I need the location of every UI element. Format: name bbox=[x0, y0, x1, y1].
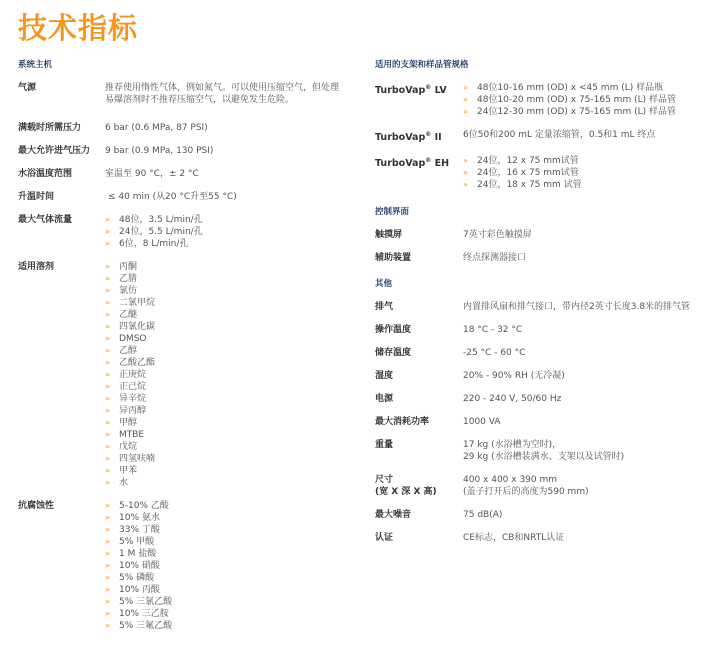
spec-row-max-power bbox=[375, 416, 705, 428]
chevron-right-icon: » bbox=[105, 274, 110, 283]
list-item: » 1 M 盐酸 bbox=[105, 549, 157, 559]
chevron-right-icon: » bbox=[105, 394, 110, 403]
list-item: » 甲醇 bbox=[105, 418, 138, 428]
chevron-right-icon: » bbox=[105, 609, 110, 618]
spec-bullet-list bbox=[105, 500, 172, 632]
spec-row-corrosion-resistance bbox=[18, 500, 358, 632]
spec-row-certification bbox=[375, 532, 705, 544]
chevron-right-icon: » bbox=[105, 239, 110, 248]
spec-value: 18 °C - 32 °C bbox=[463, 325, 523, 336]
list-item: » 24位，12 x 75 mm试管 bbox=[463, 156, 579, 167]
list-item: » 异丙醇 bbox=[105, 406, 147, 416]
registered-mark: ® bbox=[425, 157, 432, 165]
spec-value: -25 °C - 60 °C bbox=[463, 348, 526, 359]
list-item: » 5% 磷酸 bbox=[105, 573, 155, 583]
chevron-right-icon: » bbox=[105, 561, 110, 570]
spec-value-line: 易爆溶剂时不推荐压缩空气，以避免发生危险。 bbox=[105, 95, 295, 105]
list-item: » 24位12-30 mm (OD) x 75-165 mm (L) 样品管 bbox=[463, 107, 676, 117]
chevron-right-icon: » bbox=[105, 549, 110, 558]
spec-row-turbovap-ii bbox=[375, 129, 705, 144]
chevron-right-icon: » bbox=[105, 322, 110, 331]
spec-value: 220 - 240 V, 50/60 Hz bbox=[463, 394, 562, 405]
chevron-right-icon: » bbox=[105, 501, 110, 510]
list-item: » 5-10% 乙酸 bbox=[105, 501, 169, 511]
right-column bbox=[375, 60, 705, 544]
spec-value: 6 bar (0.6 MPa, 87 PSI) bbox=[105, 123, 208, 133]
spec-bullet-list bbox=[463, 82, 676, 118]
spec-label: 满载时所需压力 bbox=[18, 123, 82, 133]
section-title-other: 其他 bbox=[375, 279, 393, 290]
list-item: » 乙酸乙酯 bbox=[105, 358, 156, 368]
chevron-right-icon: » bbox=[105, 513, 110, 522]
list-item: » 5% 三氯乙酸 bbox=[105, 597, 173, 607]
spec-label: 最大噪音 bbox=[375, 510, 412, 521]
list-item: » 5% 三氟乙酸 bbox=[105, 621, 173, 631]
chevron-right-icon: » bbox=[463, 168, 468, 178]
list-item: » 10% 硝酸 bbox=[105, 561, 160, 571]
list-item: » 四氯化碳 bbox=[105, 322, 156, 332]
chevron-right-icon: » bbox=[105, 346, 110, 355]
spec-label: 抗腐蚀性 bbox=[18, 501, 55, 511]
spec-label: TurboVap® LV bbox=[375, 84, 447, 97]
chevron-right-icon: » bbox=[105, 418, 110, 427]
chevron-right-icon: » bbox=[463, 180, 468, 190]
spec-row-gas-source bbox=[18, 82, 358, 106]
spec-value: 1000 VA bbox=[463, 417, 501, 428]
spec-label: 升温时间 bbox=[18, 192, 55, 202]
spec-label-line: 尺寸 bbox=[375, 475, 394, 486]
chevron-right-icon: » bbox=[105, 597, 110, 606]
chevron-right-icon: » bbox=[105, 454, 110, 463]
chevron-right-icon: » bbox=[105, 215, 110, 224]
chevron-right-icon: » bbox=[105, 406, 110, 415]
list-item: » 10% 氨水 bbox=[105, 513, 160, 523]
spec-value-line: (盖子打开后的高度为590 mm) bbox=[463, 487, 589, 498]
chevron-right-icon: » bbox=[105, 310, 110, 319]
spec-row-operating-temp bbox=[375, 324, 705, 336]
spec-value: 20% - 90% RH (无冷凝) bbox=[463, 371, 565, 382]
list-item: » 二氯甲烷 bbox=[105, 298, 156, 308]
chevron-right-icon: » bbox=[463, 107, 468, 116]
spec-row-bath-temp bbox=[18, 168, 358, 180]
spec-label: 排气 bbox=[375, 302, 394, 313]
spec-value bbox=[105, 82, 339, 106]
chevron-right-icon: » bbox=[105, 227, 110, 236]
spec-value: 7英寸彩色触摸屏 bbox=[463, 230, 532, 241]
list-item: » 乙醚 bbox=[105, 310, 138, 320]
spec-label: 电源 bbox=[375, 394, 394, 405]
list-item: » 四氢呋喃 bbox=[105, 454, 156, 464]
list-item: » 正庚烷 bbox=[105, 370, 147, 380]
chevron-right-icon: » bbox=[105, 585, 110, 594]
list-item: » 水 bbox=[105, 478, 129, 488]
section-title-system-host: 系统主机 bbox=[18, 60, 53, 70]
chevron-right-icon: » bbox=[105, 537, 110, 546]
list-item: » DMSO bbox=[105, 334, 147, 344]
chevron-right-icon: » bbox=[463, 156, 468, 166]
spec-row-power bbox=[375, 393, 705, 405]
spec-label: 重量 bbox=[375, 440, 394, 451]
spec-bullet-list bbox=[463, 155, 582, 191]
list-item: » 48位，3.5 L/min/孔 bbox=[105, 215, 203, 225]
spec-label: 操作温度 bbox=[375, 325, 412, 336]
list-item: » 6位，8 L/min/孔 bbox=[105, 239, 189, 249]
spec-row-aux bbox=[375, 252, 705, 264]
spec-label: 水浴温度范围 bbox=[18, 169, 73, 179]
registered-mark: ® bbox=[425, 84, 432, 91]
spec-row-max-noise bbox=[375, 509, 705, 521]
chevron-right-icon: » bbox=[105, 358, 110, 367]
spec-value: 75 dB(A) bbox=[463, 510, 503, 521]
list-item: » 氯仿 bbox=[105, 286, 138, 296]
chevron-right-icon: » bbox=[105, 621, 110, 630]
spec-row-max-inlet-pressure bbox=[18, 145, 358, 157]
spec-label: 气源 bbox=[18, 83, 37, 93]
spec-row-touchscreen bbox=[375, 229, 705, 241]
list-item: » 丙酮 bbox=[105, 262, 138, 272]
spec-row-turbovap-eh bbox=[375, 155, 705, 191]
spec-row-turbovap-lv bbox=[375, 82, 705, 118]
spec-value-line: 400 x 400 x 390 mm bbox=[463, 475, 558, 486]
spec-label-line: (宽 X 深 X 高) bbox=[375, 487, 437, 498]
spec-label: 储存温度 bbox=[375, 348, 412, 359]
section-title-control: 控制界面 bbox=[375, 207, 410, 218]
spec-value-line: 17 kg (水浴槽为空时)， bbox=[463, 440, 562, 451]
chevron-right-icon: » bbox=[105, 430, 110, 439]
spec-value: CE标志，CB和NRTL认证 bbox=[463, 533, 565, 544]
spec-value-line: 29 kg (水浴槽装满水、支架以及试管时) bbox=[463, 452, 625, 463]
spec-label: 辅助装置 bbox=[375, 253, 412, 264]
spec-value-line: 推荐使用惰性气体，例如氮气。可以使用压缩空气，但处理 bbox=[105, 83, 340, 93]
list-item: » 甲苯 bbox=[105, 466, 138, 476]
chevron-right-icon: » bbox=[105, 442, 110, 451]
chevron-right-icon: » bbox=[105, 334, 110, 343]
system-host-section bbox=[18, 60, 358, 632]
section-title-racks: 适用的支架和样品管规格 bbox=[375, 60, 469, 70]
list-item: » 乙醇 bbox=[105, 346, 138, 356]
chevron-right-icon: » bbox=[463, 95, 468, 104]
chevron-right-icon: » bbox=[463, 83, 468, 92]
spec-row-full-load-pressure bbox=[18, 122, 358, 134]
list-item: » 48位10-20 mm (OD) x 75-165 mm (L) 样品管 bbox=[463, 95, 676, 105]
list-item: » 24位，18 x 75 mm 试管 bbox=[463, 180, 582, 191]
list-item: » 10% 丙酸 bbox=[105, 585, 160, 595]
spec-value: 终点探测器接口 bbox=[463, 253, 527, 264]
spec-bullet-list bbox=[105, 214, 203, 250]
spec-label: 湿度 bbox=[375, 371, 394, 382]
spec-label: 最大气体流量 bbox=[18, 215, 73, 225]
spec-row-weight bbox=[375, 439, 705, 463]
list-item: » 24位，16 x 75 mm试管 bbox=[463, 168, 579, 179]
spec-label: 适用溶剂 bbox=[18, 262, 55, 272]
chevron-right-icon: » bbox=[105, 298, 110, 307]
spec-row-dimensions bbox=[375, 474, 705, 498]
spec-row-heat-time bbox=[18, 191, 358, 203]
spec-value: 9 bar (0.9 MPa, 130 PSI) bbox=[105, 146, 214, 156]
spec-value bbox=[463, 439, 624, 463]
spec-value: 6位50和200 mL 定量浓缩管，0.5和1 mL 终点 bbox=[463, 130, 656, 140]
spec-row-exhaust bbox=[375, 301, 705, 313]
spec-value: 内置排风扇和排气接口，带内径2英寸长度3.8米的排气管 bbox=[463, 302, 691, 313]
list-item: » 正己烷 bbox=[105, 382, 147, 392]
spec-value: 室温至 90 °C，± 2 °C bbox=[105, 169, 199, 179]
spec-row-solvents bbox=[18, 261, 358, 489]
chevron-right-icon: » bbox=[105, 466, 110, 475]
spec-label: TurboVap® II bbox=[375, 131, 442, 144]
registered-mark: ® bbox=[425, 131, 432, 138]
chevron-right-icon: » bbox=[105, 573, 110, 582]
page-title: 技术指标 bbox=[18, 11, 139, 45]
list-item: » 48位10-16 mm (OD) x <45 mm (L) 样品瓶 bbox=[463, 83, 664, 93]
chevron-right-icon: » bbox=[105, 370, 110, 379]
spec-label: 触摸屏 bbox=[375, 230, 403, 241]
chevron-right-icon: » bbox=[105, 262, 110, 271]
list-item: » 5% 甲酸 bbox=[105, 537, 155, 547]
spec-value bbox=[463, 474, 589, 498]
list-item: » MTBE bbox=[105, 430, 145, 440]
spec-label: 认证 bbox=[375, 533, 394, 544]
spec-value: ≤ 40 min (从20 °C升至55 °C) bbox=[108, 192, 237, 202]
spec-row-max-gas-flow bbox=[18, 214, 358, 250]
spec-label: TurboVap® EH bbox=[375, 157, 450, 170]
list-item: » 10% 三乙胺 bbox=[105, 609, 169, 619]
list-item: » 戊烷 bbox=[105, 442, 138, 452]
chevron-right-icon: » bbox=[105, 382, 110, 391]
chevron-right-icon: » bbox=[105, 525, 110, 534]
spec-label: 最大允许进气压力 bbox=[18, 146, 91, 156]
list-item: » 33% 丁酸 bbox=[105, 525, 160, 535]
list-item: » 异辛烷 bbox=[105, 394, 147, 404]
spec-bullet-list bbox=[105, 261, 155, 489]
chevron-right-icon: » bbox=[105, 478, 110, 487]
spec-label: 最大消耗功率 bbox=[375, 417, 430, 428]
list-item: » 乙腈 bbox=[105, 274, 138, 284]
chevron-right-icon: » bbox=[105, 286, 110, 295]
spec-label bbox=[375, 474, 463, 498]
spec-row-humidity bbox=[375, 370, 705, 382]
list-item: » 24位，5.5 L/min/孔 bbox=[105, 227, 203, 237]
spec-row-storage-temp bbox=[375, 347, 705, 359]
